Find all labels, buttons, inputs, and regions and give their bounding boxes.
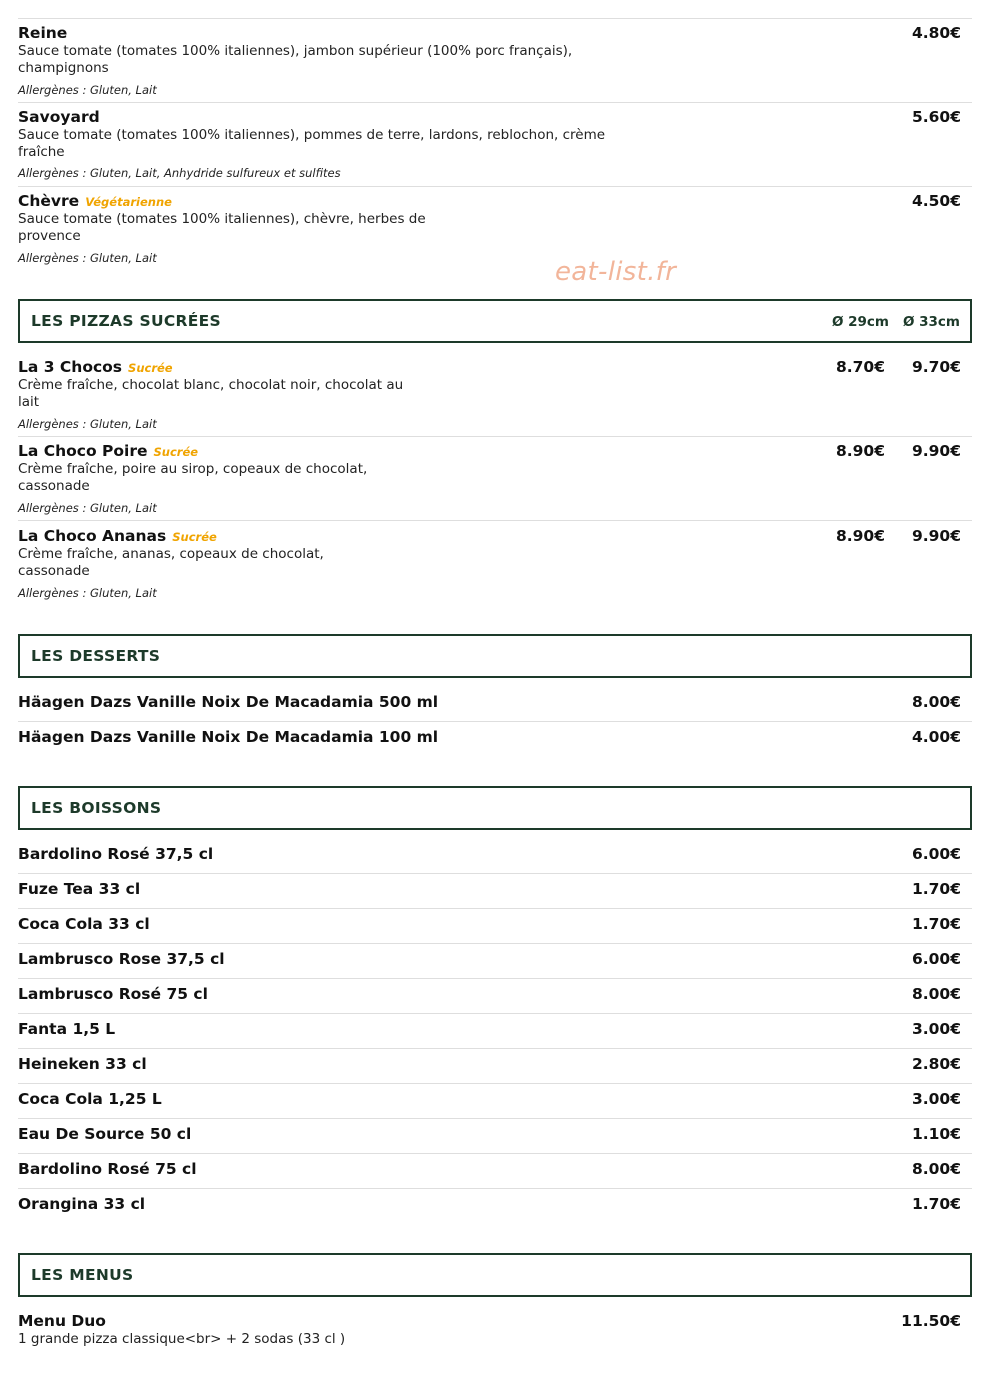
item-name: Bardolino Rosé 37,5 cl xyxy=(18,845,214,863)
item-name: La Choco Ananas xyxy=(18,527,167,545)
divider xyxy=(18,1188,972,1189)
item-price: 1.70€ xyxy=(911,915,961,933)
item-description: Sauce tomate (tomates 100% italiennes), jambon supérieur (100% porc français), champignons xyxy=(18,43,573,76)
section-header-sweet-pizzas xyxy=(18,299,972,343)
item-name: La Choco Poire xyxy=(18,442,148,460)
item-price: 8.00€ xyxy=(911,693,961,711)
item-description: Sauce tomate (tomates 100% italiennes), chèvre, herbes de provence xyxy=(18,211,426,244)
divider xyxy=(18,721,972,722)
item-price-29: 8.90€ xyxy=(835,527,885,545)
watermark: eat-list.fr xyxy=(555,257,677,287)
item-name: Reine xyxy=(18,24,68,42)
item-name-row xyxy=(18,358,173,377)
item-allergens: Allergènes : Gluten, Lait xyxy=(18,501,157,515)
item-price: 1.70€ xyxy=(911,1195,961,1213)
item-price: 2.80€ xyxy=(911,1055,961,1073)
section-header-drinks xyxy=(18,786,972,830)
item-price-33: 9.90€ xyxy=(911,527,961,545)
item-name: Heineken 33 cl xyxy=(18,1055,147,1073)
divider xyxy=(18,436,972,437)
item-price: 1.70€ xyxy=(911,880,961,898)
item-name: Bardolino Rosé 75 cl xyxy=(18,1160,197,1178)
divider xyxy=(18,520,972,521)
item-price-33: 9.70€ xyxy=(911,358,961,376)
divider xyxy=(18,18,972,19)
item-allergens: Allergènes : Gluten, Lait xyxy=(18,586,157,600)
item-name-row xyxy=(18,442,198,461)
item-price-29: 8.90€ xyxy=(835,442,885,460)
divider xyxy=(18,1048,972,1049)
item-name: Menu Duo xyxy=(18,1312,106,1330)
section-title: LES BOISSONS xyxy=(31,799,162,817)
sweet-badge: Sucrée xyxy=(172,530,217,544)
item-description: Crème fraîche, chocolat blanc, chocolat noir, chocolat au lait xyxy=(18,377,404,410)
item-name: Savoyard xyxy=(18,108,100,126)
item-price: 6.00€ xyxy=(911,950,961,968)
size-header-29: Ø 29cm xyxy=(831,314,889,330)
item-name-row xyxy=(18,192,172,211)
size-header-33: Ø 33cm xyxy=(902,314,960,330)
divider xyxy=(18,1153,972,1154)
section-header-menus xyxy=(18,1253,972,1297)
item-price: 8.00€ xyxy=(911,1160,961,1178)
item-name: La 3 Chocos xyxy=(18,358,123,376)
divider xyxy=(18,186,972,187)
item-allergens: Allergènes : Gluten, Lait xyxy=(18,417,157,431)
divider xyxy=(18,908,972,909)
item-price: 11.50€ xyxy=(901,1312,961,1330)
item-price: 3.00€ xyxy=(911,1020,961,1038)
item-name: Orangina 33 cl xyxy=(18,1195,146,1213)
item-name: Chèvre xyxy=(18,192,80,210)
item-allergens: Allergènes : Gluten, Lait, Anhydride sulfureux et sulfites xyxy=(18,166,341,180)
item-name: Coca Cola 1,25 L xyxy=(18,1090,162,1108)
item-allergens: Allergènes : Gluten, Lait xyxy=(18,83,157,97)
divider xyxy=(18,943,972,944)
item-name-row xyxy=(18,527,217,546)
item-name: Lambrusco Rose 37,5 cl xyxy=(18,950,225,968)
section-title: LES MENUS xyxy=(31,1266,134,1284)
item-name: Eau De Source 50 cl xyxy=(18,1125,192,1143)
divider xyxy=(18,1118,972,1119)
item-price: 4.00€ xyxy=(911,728,961,746)
item-name: Häagen Dazs Vanille Noix De Macadamia 100 ml xyxy=(18,728,439,746)
sweet-badge: Sucrée xyxy=(128,361,173,375)
section-header-desserts xyxy=(18,634,972,678)
item-name: Lambrusco Rosé 75 cl xyxy=(18,985,208,1003)
item-price: 4.80€ xyxy=(911,24,961,42)
item-price: 3.00€ xyxy=(911,1090,961,1108)
item-description: Crème fraîche, ananas, copeaux de chocolat, cassonade xyxy=(18,546,324,579)
item-description: Crème fraîche, poire au sirop, copeaux de chocolat, cassonade xyxy=(18,461,368,494)
item-price: 8.00€ xyxy=(911,985,961,1003)
divider xyxy=(18,1083,972,1084)
item-name: Coca Cola 33 cl xyxy=(18,915,150,933)
item-price: 6.00€ xyxy=(911,845,961,863)
item-description: Sauce tomate (tomates 100% italiennes), pommes de terre, lardons, reblochon, crème fraîche xyxy=(18,127,606,160)
section-title: LES PIZZAS SUCRÉES xyxy=(31,312,221,330)
divider xyxy=(18,102,972,103)
item-price: 4.50€ xyxy=(911,192,961,210)
item-name: Häagen Dazs Vanille Noix De Macadamia 500 ml xyxy=(18,693,439,711)
item-name: Fanta 1,5 L xyxy=(18,1020,116,1038)
section-title: LES DESSERTS xyxy=(31,647,161,665)
divider xyxy=(18,873,972,874)
item-name: Fuze Tea 33 cl xyxy=(18,880,141,898)
item-price-29: 8.70€ xyxy=(835,358,885,376)
item-description: 1 grande pizza classique<br> + 2 sodas (33 cl ) xyxy=(18,1331,346,1347)
item-price-33: 9.90€ xyxy=(911,442,961,460)
sweet-badge: Sucrée xyxy=(153,445,199,459)
item-price: 1.10€ xyxy=(911,1125,961,1143)
divider xyxy=(18,1013,972,1014)
item-allergens: Allergènes : Gluten, Lait xyxy=(18,251,157,265)
item-price: 5.60€ xyxy=(911,108,961,126)
divider xyxy=(18,978,972,979)
vegetarian-badge: Végétarienne xyxy=(85,195,172,209)
